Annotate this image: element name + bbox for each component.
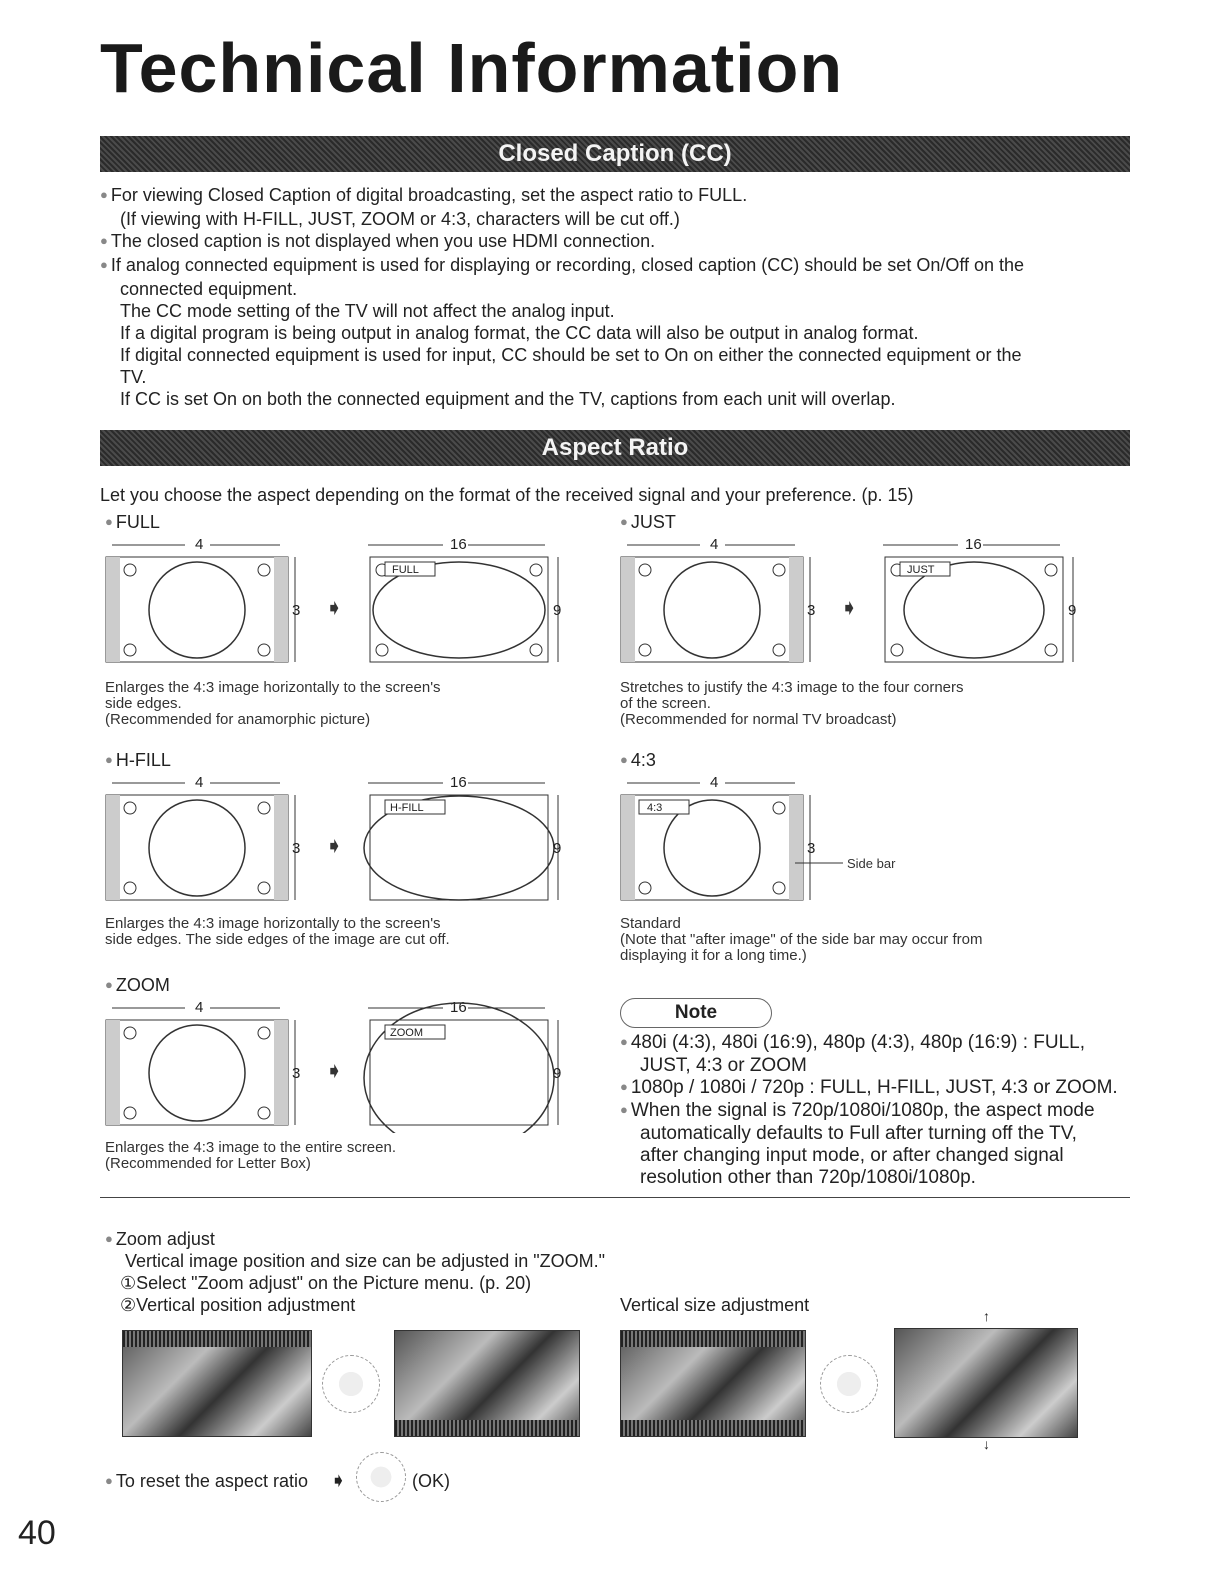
full-caption: Enlarges the 4:3 image horizontally to the screen's side edges. (Recommended for anamorphic picture): [105, 679, 441, 728]
bullet-icon: [105, 975, 116, 995]
cc-section-banner: Closed Caption (CC): [100, 136, 1130, 172]
svg-text:9: 9: [553, 1065, 562, 1082]
section-divider: [100, 1197, 1130, 1198]
dim-3-label: 3: [292, 602, 301, 619]
note-item: after changing input mode, or after changed signal: [640, 1145, 1064, 1166]
svg-text:9: 9: [1068, 602, 1077, 619]
side-bar-label: Side bar: [847, 856, 896, 871]
bullet-icon: [620, 512, 631, 532]
zoom-adjust-step1: ①Select "Zoom adjust" on the Picture menu. (p. 20): [120, 1273, 532, 1293]
aspect-intro: Let you choose the aspect depending on the format of the received signal and your preference. (p. 15): [100, 485, 914, 505]
svg-text:➧: ➧: [325, 833, 344, 858]
bullet-icon: [100, 231, 111, 251]
svg-text:16: 16: [450, 999, 467, 1016]
mode-label-4-3: ● 4:3: [620, 750, 656, 771]
bullet-icon: [105, 512, 116, 532]
reset-instruction: ● To reset the aspect ratio: [105, 1470, 308, 1494]
zoom-adjust-step2: ②Vertical position adjustment: [120, 1295, 356, 1315]
hfill-caption: Enlarges the 4:3 image horizontally to the screen's side edges. The side edges of the image are cut off.: [105, 915, 450, 948]
arrow-right-icon: ➧: [330, 1470, 347, 1492]
cc-line: ● The closed caption is not displayed when you use HDMI connection.: [100, 230, 1140, 254]
cc-line: (If viewing with H-FILL, JUST, ZOOM or 4:3, characters will be cut off.): [120, 209, 680, 229]
svg-text:4: 4: [195, 774, 204, 791]
svg-text:➧: ➧: [840, 595, 859, 620]
svg-text:➧: ➧: [325, 595, 344, 620]
svg-text:➧: ➧: [325, 1058, 344, 1083]
svg-text:3: 3: [292, 1065, 301, 1082]
svg-text:4: 4: [710, 536, 719, 553]
svg-text:4: 4: [195, 999, 204, 1016]
bullet-icon: [620, 1077, 631, 1098]
vertical-size-label: Vertical size adjustment: [620, 1295, 810, 1315]
zoom-diagram: [100, 998, 570, 1133]
bullet-icon: [620, 1100, 631, 1121]
cc-line: If a digital program is being output in analog format, the CC data will also be output in analog format.: [120, 323, 919, 343]
just-caption: Stretches to justify the 4:3 image to the four corners of the screen. (Recommended for normal TV broadcast): [620, 679, 964, 728]
cc-line: The CC mode setting of the TV will not affect the analog input.: [120, 301, 615, 321]
size-adjust-photo-after: [894, 1328, 1078, 1438]
zoom-adjust-title: ● Zoom adjust: [105, 1228, 215, 1252]
zoom-badge: ZOOM: [390, 1027, 423, 1039]
bullet-icon: [105, 1229, 116, 1249]
cc-line: ● For viewing Closed Caption of digital broadcasting, set the aspect ratio to FULL.: [100, 184, 1140, 208]
dim-4-label: 4: [195, 536, 204, 553]
note-item: ● 1080p / 1080i / 720p : FULL, H-FILL, JUST, 4:3 or ZOOM.: [620, 1077, 1118, 1100]
cc-line: ● If analog connected equipment is used for displaying or recording, closed caption (CC) should be set On/Off on the: [100, 254, 1140, 278]
svg-text:3: 3: [292, 840, 301, 857]
cc-line: If digital connected equipment is used for input, CC should be set to On on either the connected equipment or the: [120, 345, 1022, 365]
bullet-icon: [620, 750, 631, 770]
size-adjust-photo-before: [620, 1330, 806, 1437]
mode-label-zoom: ● ZOOM: [105, 975, 170, 996]
hfill-badge: H-FILL: [390, 802, 424, 814]
cc-line: TV.: [120, 367, 147, 387]
mode-label-hfill: ● H-FILL: [105, 750, 171, 771]
four-three-caption: Standard (Note that "after image" of the side bar may occur from displaying it for a long time.): [620, 915, 983, 964]
page-number: 40: [18, 1514, 56, 1552]
bullet-icon: [620, 1032, 631, 1053]
ok-label: (OK): [412, 1471, 450, 1491]
cc-section-body: [100, 184, 1140, 410]
full-badge: FULL: [392, 564, 419, 576]
svg-text:16: 16: [965, 536, 982, 553]
note-body: [620, 1032, 1118, 1189]
note-item: ● 480i (4:3), 480i (16:9), 480p (4:3), 480p (16:9) : FULL,: [620, 1032, 1118, 1055]
svg-text:4: 4: [710, 774, 719, 791]
just-diagram: [615, 535, 1085, 670]
note-item: resolution other than 720p/1080i/1080p.: [640, 1167, 976, 1188]
hfill-diagram: [100, 773, 570, 908]
aspect-section-banner: Aspect Ratio: [100, 430, 1130, 466]
remote-dpad-icon: [322, 1355, 380, 1413]
remote-dpad-icon: [820, 1355, 878, 1413]
full-diagram: [100, 535, 570, 670]
svg-text:9: 9: [553, 840, 562, 857]
position-adjust-photo-before: [122, 1330, 312, 1437]
cc-line: connected equipment.: [120, 279, 298, 299]
arrow-up-icon: ↑: [983, 1308, 990, 1324]
note-item: JUST, 4:3 or ZOOM: [640, 1055, 807, 1076]
page-title: Technical Information: [100, 29, 844, 107]
bullet-icon: [100, 255, 111, 275]
svg-text:16: 16: [450, 774, 467, 791]
note-heading: Note: [620, 998, 772, 1028]
zoom-adjust-line1: Vertical image position and size can be adjusted in "ZOOM.": [125, 1251, 606, 1271]
note-item: automatically defaults to Full after turning off the TV,: [640, 1123, 1077, 1144]
bullet-icon: [100, 185, 111, 205]
four-three-diagram: [615, 773, 945, 908]
dim-9-label: 9: [553, 602, 562, 619]
dim-16-label: 16: [450, 536, 467, 553]
zoom-caption: Enlarges the 4:3 image to the entire screen. (Recommended for Letter Box): [105, 1139, 397, 1172]
note-item: ● When the signal is 720p/1080i/1080p, the aspect mode: [620, 1100, 1118, 1123]
mode-label-just: ● JUST: [620, 512, 676, 533]
svg-text:3: 3: [807, 840, 816, 857]
ok-button-icon: [356, 1452, 406, 1502]
arrow-down-icon: ↓: [983, 1436, 990, 1452]
mode-label-full: ● FULL: [105, 512, 160, 533]
svg-text:3: 3: [807, 602, 816, 619]
just-badge: JUST: [907, 564, 935, 576]
position-adjust-photo-after: [394, 1330, 580, 1437]
cc-line: If CC is set On on both the connected equipment and the TV, captions from each unit will overlap.: [120, 389, 896, 409]
four-three-badge: 4:3: [647, 802, 663, 814]
bullet-icon: [105, 750, 116, 770]
bullet-icon: [105, 1471, 116, 1491]
